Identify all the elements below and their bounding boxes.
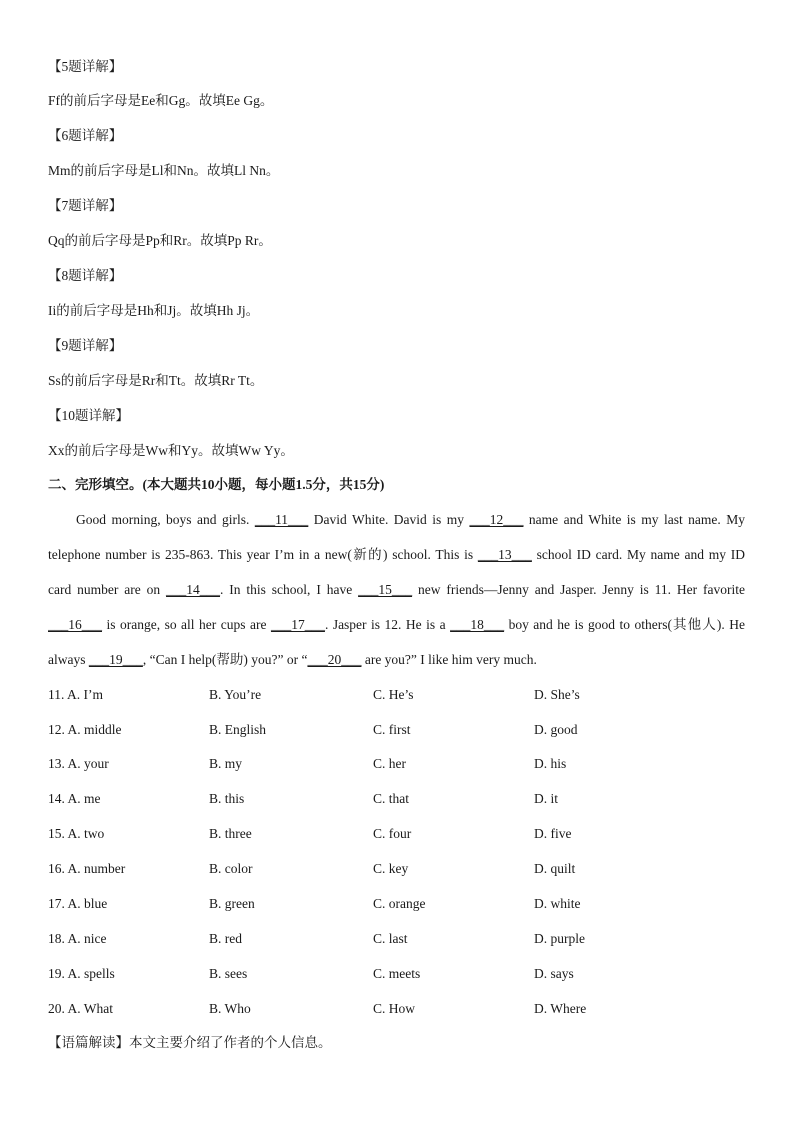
passage-text: . Jasper is 12. He is a [324, 617, 451, 632]
passage-text: . In this school, I have [220, 582, 359, 597]
option-a: 11. A. I’m [48, 687, 103, 702]
option-d: D. Where [534, 1001, 587, 1016]
question-11 [48, 686, 748, 704]
blank-19: ___19___ [88, 652, 143, 667]
option-b: B. English [209, 722, 267, 737]
explanation-title-9: 【9题详解】 [48, 338, 123, 353]
passage-text: card number are on [48, 582, 167, 597]
explanation-title-5: 【5题详解】 [48, 59, 123, 74]
option-c: C. last [373, 931, 408, 946]
option-c: C. four [373, 826, 412, 841]
question-18 [48, 930, 748, 948]
option-a: 19. A. spells [48, 966, 115, 981]
option-a: 13. A. your [48, 756, 109, 771]
section-title: 二、完形填空。(本大题共10小题，每小题1.5分，共15分) [48, 477, 385, 492]
passage-line-1 [48, 511, 745, 529]
blank-11: ___11___ [254, 512, 309, 527]
blank-16: ___16___ [48, 617, 102, 632]
passage-text: always [48, 652, 89, 667]
explanation-title-8: 【8题详解】 [48, 268, 123, 283]
blank-17: ___17___ [270, 617, 325, 632]
option-d: D. his [534, 756, 567, 771]
question-17 [48, 895, 748, 913]
option-d: D. five [534, 826, 572, 841]
passage-text: boy and he is good to others(其他人). He [504, 617, 745, 632]
option-a: 14. A. me [48, 791, 101, 806]
blank-18: ___18___ [450, 617, 505, 632]
option-b: B. red [209, 931, 242, 946]
option-a: 12. A. middle [48, 722, 122, 737]
option-c: C. key [373, 861, 409, 876]
passage-text: , “Can I help(帮助) you?” or “ [142, 652, 308, 667]
option-b: B. Who [209, 1001, 251, 1016]
blank-13: ___13___ [477, 547, 532, 562]
option-d: D. good [534, 722, 578, 737]
explanation-title-6: 【6题详解】 [48, 128, 123, 143]
passage-summary: 【语篇解读】本文主要介绍了作者的个人信息。 [48, 1035, 332, 1050]
passage-line-3 [48, 581, 745, 599]
option-a: 16. A. number [48, 861, 126, 876]
question-19 [48, 965, 748, 983]
option-a: 15. A. two [48, 826, 105, 841]
option-d: D. purple [534, 931, 585, 946]
explanation-text-9: Ss的前后字母是Rr和Tt。故填Rr Tt。 [48, 373, 264, 388]
option-a: 18. A. nice [48, 931, 107, 946]
passage-text: name and White is my last name. My [523, 512, 745, 527]
passage-line-2 [48, 546, 745, 564]
option-b: B. color [209, 861, 253, 876]
option-c: C. How [373, 1001, 416, 1016]
passage-text: telephone number is 235-863. This year I’m in a new(新的) school. This is [48, 547, 478, 562]
option-b: B. green [209, 896, 255, 911]
blank-14: ___14___ [166, 582, 221, 597]
option-d: D. quilt [534, 861, 576, 876]
explanation-text-7: Qq的前后字母是Pp和Rr。故填Pp Rr。 [48, 233, 272, 248]
option-d: D. She’s [534, 687, 580, 702]
option-c: C. that [373, 791, 409, 806]
passage-text: school ID card. My name and my ID [531, 547, 745, 562]
option-c: C. orange [373, 896, 426, 911]
option-c: C. her [373, 756, 406, 771]
explanation-text-5: Ff的前后字母是Ee和Gg。故填Ee Gg。 [48, 93, 274, 108]
blank-12: ___12___ [469, 512, 524, 527]
option-b: B. three [209, 826, 252, 841]
question-12 [48, 721, 748, 739]
blank-15: ___15___ [358, 582, 413, 597]
option-d: D. says [534, 966, 574, 981]
passage-line-5 [48, 651, 745, 669]
passage-text: Good morning, boys and girls. [76, 512, 255, 527]
explanation-title-10: 【10题详解】 [48, 408, 129, 423]
question-14 [48, 790, 748, 808]
explanation-text-8: Ii的前后字母是Hh和Jj。故填Hh Jj。 [48, 303, 260, 318]
question-15 [48, 825, 748, 843]
passage-text: new friends—Jenny and Jasper. Jenny is 11. Her favorite [412, 582, 745, 597]
question-20 [48, 1000, 748, 1018]
passage-text: is orange, so all her cups are [102, 617, 271, 632]
explanation-title-7: 【7题详解】 [48, 198, 123, 213]
option-a: 20. A. What [48, 1001, 113, 1016]
explanation-text-6: Mm的前后字母是Ll和Nn。故填Ll Nn。 [48, 163, 280, 178]
option-c: C. He’s [373, 687, 414, 702]
option-d: D. white [534, 896, 581, 911]
option-c: C. meets [373, 966, 421, 981]
question-16 [48, 860, 748, 878]
option-b: B. this [209, 791, 245, 806]
option-b: B. my [209, 756, 243, 771]
passage-line-4 [48, 616, 745, 634]
option-b: B. You’re [209, 687, 262, 702]
blank-20: ___20___ [307, 652, 362, 667]
option-b: B. sees [209, 966, 248, 981]
option-a: 17. A. blue [48, 896, 108, 911]
explanation-text-10: Xx的前后字母是Ww和Yy。故填Ww Yy。 [48, 443, 294, 458]
passage-text: are you?” I like him very much. [361, 652, 537, 667]
option-c: C. first [373, 722, 411, 737]
option-d: D. it [534, 791, 559, 806]
question-13 [48, 755, 748, 773]
passage-text: David White. David is my [308, 512, 470, 527]
